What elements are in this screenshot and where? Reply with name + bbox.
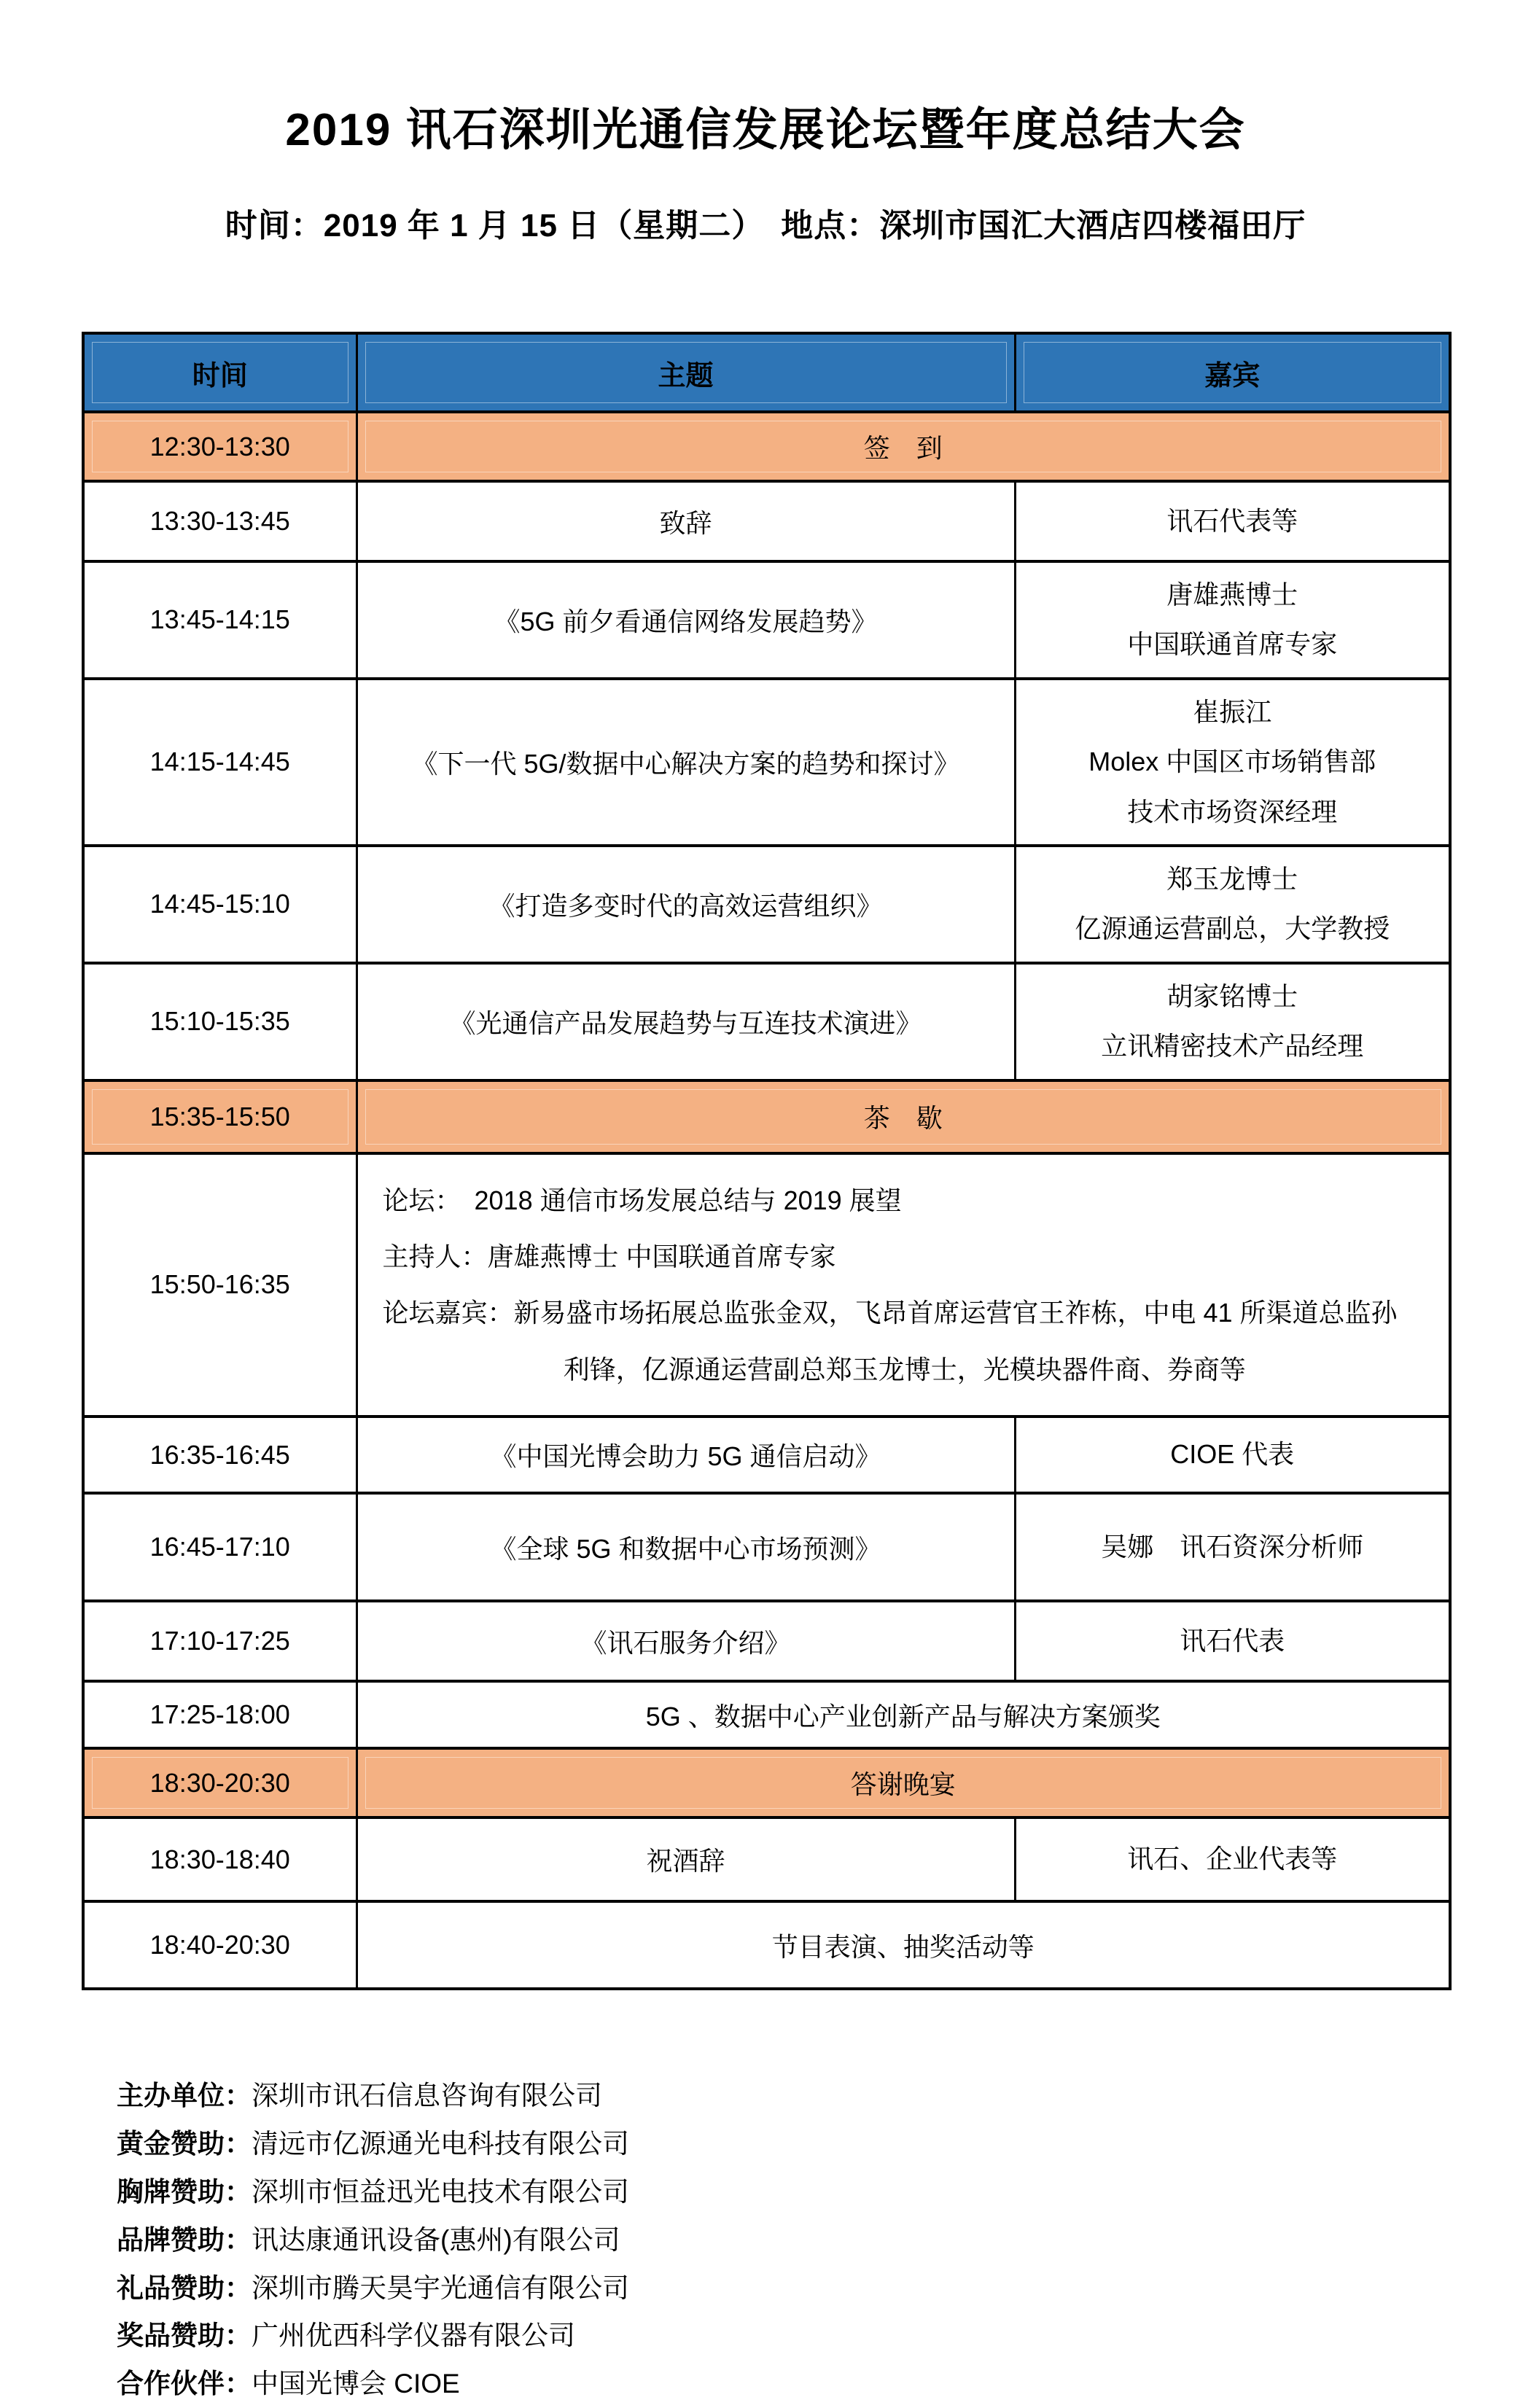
- topic-cell: 《光通信产品发展趋势与互连技术演进》: [357, 963, 1015, 1080]
- sponsor-value: 中国光博会 CIOE: [252, 2369, 460, 2399]
- guest-cell: [1015, 481, 1450, 561]
- guest-line: 讯石、企业代表等: [1127, 1844, 1338, 1874]
- agenda-row: [83, 1153, 1450, 1417]
- guest-line: 吴娜 讯石资深分析师: [1101, 1531, 1364, 1562]
- time-cell: 18:30-18:40: [83, 1817, 357, 1901]
- topic-cell: 节目表演、抽奖活动等: [357, 1901, 1450, 1989]
- sponsor-item: [117, 2360, 1531, 2408]
- agenda-row: [83, 412, 1450, 481]
- time-cell: 18:30-20:30: [83, 1748, 357, 1817]
- time-cell: 16:45-17:10: [83, 1493, 357, 1601]
- guest-line: 讯石代表: [1180, 1625, 1285, 1656]
- agenda-row: [83, 1417, 1450, 1493]
- sponsor-value: 清远市亿源通光电科技有限公司: [252, 2128, 629, 2159]
- time-cell: 17:10-17:25: [83, 1601, 357, 1681]
- col-header-topic: 主题: [357, 333, 1015, 412]
- guest-cell: [1015, 1493, 1450, 1601]
- guest-line: 技术市场资深经理: [1127, 796, 1338, 827]
- col-header-time: 时间: [83, 333, 357, 412]
- agenda-row: [83, 1681, 1450, 1748]
- header-row: [83, 333, 1450, 412]
- sponsor-item: [117, 2168, 1531, 2216]
- time-cell: 14:15-14:45: [83, 679, 357, 846]
- page-title: 2019 讯石深圳光通信发展论坛暨年度总结大会: [285, 105, 1246, 155]
- time-cell: 15:10-15:35: [83, 963, 357, 1080]
- sponsor-label: 品牌赞助：: [117, 2224, 252, 2255]
- time-cell: 18:40-20:30: [83, 1901, 357, 1989]
- sponsor-label: 礼品赞助：: [117, 2272, 252, 2303]
- guest-line: 崔振江: [1193, 696, 1272, 727]
- agenda-row: [83, 481, 1450, 561]
- sponsor-item: [117, 2216, 1531, 2264]
- topic-cell: 《下一代 5G/数据中心解决方案的趋势和探讨》: [357, 679, 1015, 846]
- time-cell: 17:25-18:00: [83, 1681, 357, 1748]
- sponsor-label: 合作伙伴：: [117, 2369, 252, 2399]
- topic-cell: 签 到: [357, 412, 1450, 481]
- agenda-row: [83, 679, 1450, 846]
- time-cell: 15:50-16:35: [83, 1153, 357, 1417]
- sponsor-label: 主办单位：: [117, 2081, 252, 2111]
- guest-cell: [1015, 1417, 1450, 1493]
- topic-cell: 致辞: [357, 481, 1015, 561]
- sponsor-item: [117, 2072, 1531, 2120]
- forum-line: 论坛嘉宾：新易盛市场拓展总监张金双，飞昂首席运营官王祚栋，中电 41 所渠道总监孙: [382, 1298, 1398, 1328]
- time-cell: 13:30-13:45: [83, 481, 357, 561]
- time-cell: 15:35-15:50: [83, 1080, 357, 1153]
- guest-line: 立讯精密技术产品经理: [1101, 1031, 1364, 1061]
- agenda-row: [83, 846, 1450, 963]
- guest-cell: [1015, 1601, 1450, 1681]
- sponsor-value: 讯达康通讯设备(惠州)有限公司: [252, 2224, 620, 2255]
- topic-cell: 《全球 5G 和数据中心市场预测》: [357, 1493, 1015, 1601]
- agenda-row: [83, 1601, 1450, 1681]
- topic-cell: 《中国光博会助力 5G 通信启动》: [357, 1417, 1015, 1493]
- guest-line: 胡家铭博士: [1166, 981, 1298, 1011]
- sponsor-value: 广州优西科学仪器有限公司: [252, 2321, 575, 2351]
- agenda-row: [83, 1080, 1450, 1153]
- event-datetime-location: 时间：2019 年 1 月 15 日（星期二） 地点：深圳市国汇大酒店四楼福田厅: [225, 208, 1306, 243]
- agenda-row: [83, 963, 1450, 1080]
- topic-cell: 《打造多变时代的高效运营组织》: [357, 846, 1015, 963]
- agenda-row: [83, 1748, 1450, 1817]
- time-cell: 12:30-13:30: [83, 412, 357, 481]
- sponsor-item: [117, 2312, 1531, 2360]
- sponsor-label: 奖品赞助：: [117, 2321, 252, 2351]
- time-cell: 13:45-14:15: [83, 561, 357, 679]
- guest-line: 唐雄燕博士: [1166, 580, 1298, 609]
- col-header-guest: 嘉宾: [1015, 333, 1450, 412]
- topic-cell: 茶 歇: [357, 1080, 1450, 1153]
- topic-cell: 答谢晚宴: [357, 1748, 1450, 1817]
- sponsor-label: 胸牌赞助：: [117, 2176, 252, 2207]
- guest-line: Molex 中国区市场销售部: [1088, 747, 1376, 777]
- guest-cell: [1015, 1817, 1450, 1901]
- sponsor-label: 黄金赞助：: [117, 2128, 252, 2159]
- sponsor-item: [117, 2264, 1531, 2312]
- guest-cell: [1015, 963, 1450, 1080]
- agenda-row: [83, 1817, 1450, 1901]
- time-cell: 16:35-16:45: [83, 1417, 357, 1493]
- guest-cell: [1015, 561, 1450, 679]
- guest-line: CIOE 代表: [1170, 1439, 1295, 1470]
- topic-cell: 《5G 前夕看通信网络发展趋势》: [357, 561, 1015, 679]
- sponsor-value: 深圳市讯石信息咨询有限公司: [252, 2081, 602, 2111]
- topic-cell: 祝酒辞: [357, 1817, 1015, 1901]
- time-cell: 14:45-15:10: [83, 846, 357, 963]
- sponsor-item: [117, 2120, 1531, 2168]
- forum-line: 主持人：唐雄燕博士 中国联通首席专家: [382, 1241, 836, 1271]
- agenda-table: [82, 332, 1452, 1990]
- topic-cell: 5G 、数据中心产业创新产品与解决方案颁奖: [357, 1681, 1450, 1748]
- guest-line: 郑玉龙博士: [1166, 863, 1298, 894]
- sponsor-value: 深圳市恒益迅光电技术有限公司: [252, 2176, 629, 2207]
- sponsor-list: [117, 2072, 1531, 2408]
- guest-line: 亿源通运营副总，大学教授: [1075, 913, 1390, 944]
- guest-line: 中国联通首席专家: [1127, 629, 1338, 660]
- guest-line: 讯石代表等: [1166, 505, 1298, 536]
- sponsor-value: 深圳市腾天昊宇光通信有限公司: [252, 2272, 629, 2303]
- guest-cell: [1015, 846, 1450, 963]
- forum-line: 论坛： 2018 通信市场发展总结与 2019 展望: [382, 1185, 902, 1215]
- guest-cell: [1015, 679, 1450, 846]
- agenda-row: [83, 561, 1450, 679]
- forum-line: 利锋，亿源通运营副总郑玉龙博士，光模块器件商、券商等: [563, 1354, 1246, 1384]
- agenda-row: [83, 1901, 1450, 1989]
- topic-cell: 《讯石服务介绍》: [357, 1601, 1015, 1681]
- topic-cell: [357, 1153, 1450, 1417]
- agenda-row: [83, 1493, 1450, 1601]
